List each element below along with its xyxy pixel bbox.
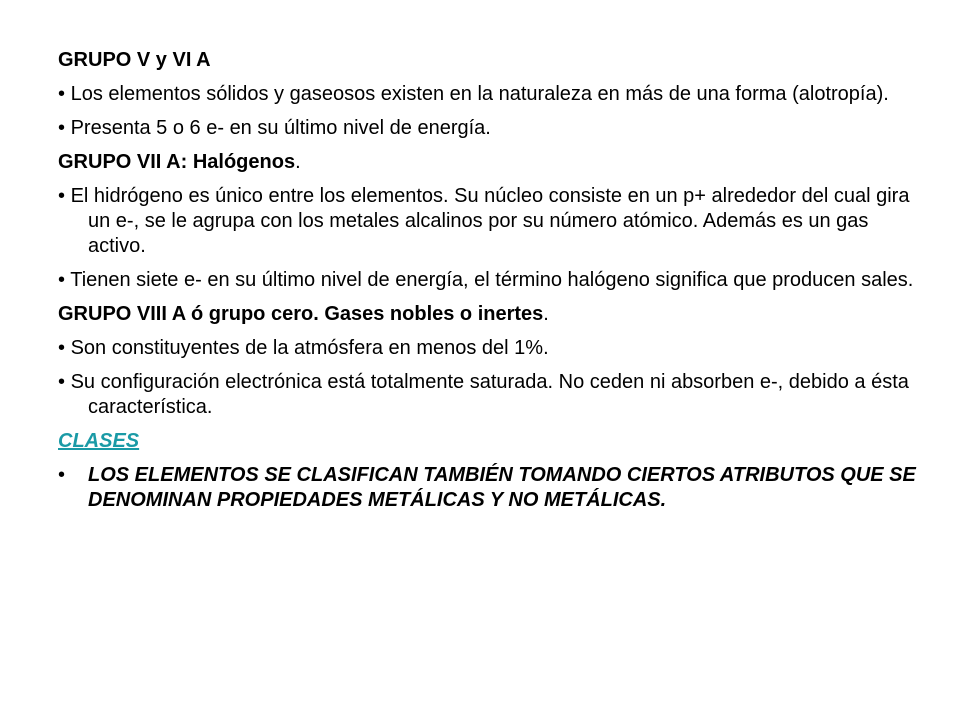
bullet-siete-electrones: • Tienen siete e- en su último nivel de energía, el término halógeno significa que producen sales. [58,269,914,291]
bullet-dot: • [58,117,66,139]
slide-content [58,48,918,522]
clases-link[interactable]: CLASES [58,430,140,452]
bullet-dot: • [58,337,66,359]
bullet-dot: • [58,464,66,486]
bullet-alotropia: • Los elementos sólidos y gaseosos existen en la naturaleza en más de una forma (alotropía). [58,83,889,105]
bullet-configuracion-saturada: • Su configuración electrónica está totalmente saturada. No ceden ni absorben e-, debido a ésta característica. [58,371,909,418]
clases-paragraph [58,429,918,454]
bullet-atmosfera: • Son constituyentes de la atmósfera en menos del 1%. [58,337,549,359]
heading-grupo-viii-gases-nobles: GRUPO VIII A ó grupo cero. Gases nobles o inertes. [58,303,549,325]
bullet-nivel-energia-5-6: • Presenta 5 o 6 e- en su último nivel de energía. [58,117,491,139]
bullet-dot: • [58,185,66,207]
clases-bullet-text: LOS ELEMENTOS SE CLASIFICAN TAMBIÉN TOMANDO CIERTOS ATRIBUTOS QUE SE DENOMINAN PROPIEDADES METÁLICAS Y NO METÁLICAS. [88,464,916,511]
heading-grupo-vii-halogenos: GRUPO VII A: Halógenos. [58,151,301,173]
heading-grupo-v-vi: GRUPO V y VI A [58,49,211,71]
bullet-dot: • [58,269,66,291]
bullet-dot: • [58,371,66,393]
clases-bullet [58,463,918,513]
bullet-dot: • [58,83,66,105]
bullet-hidrogeno: • El hidrógeno es único entre los elementos. Su núcleo consiste en un p+ alrededor del cual gira un e-, se le agrupa con los metales alcalinos por su número atómico. Además es un gas activo. [58,185,910,257]
